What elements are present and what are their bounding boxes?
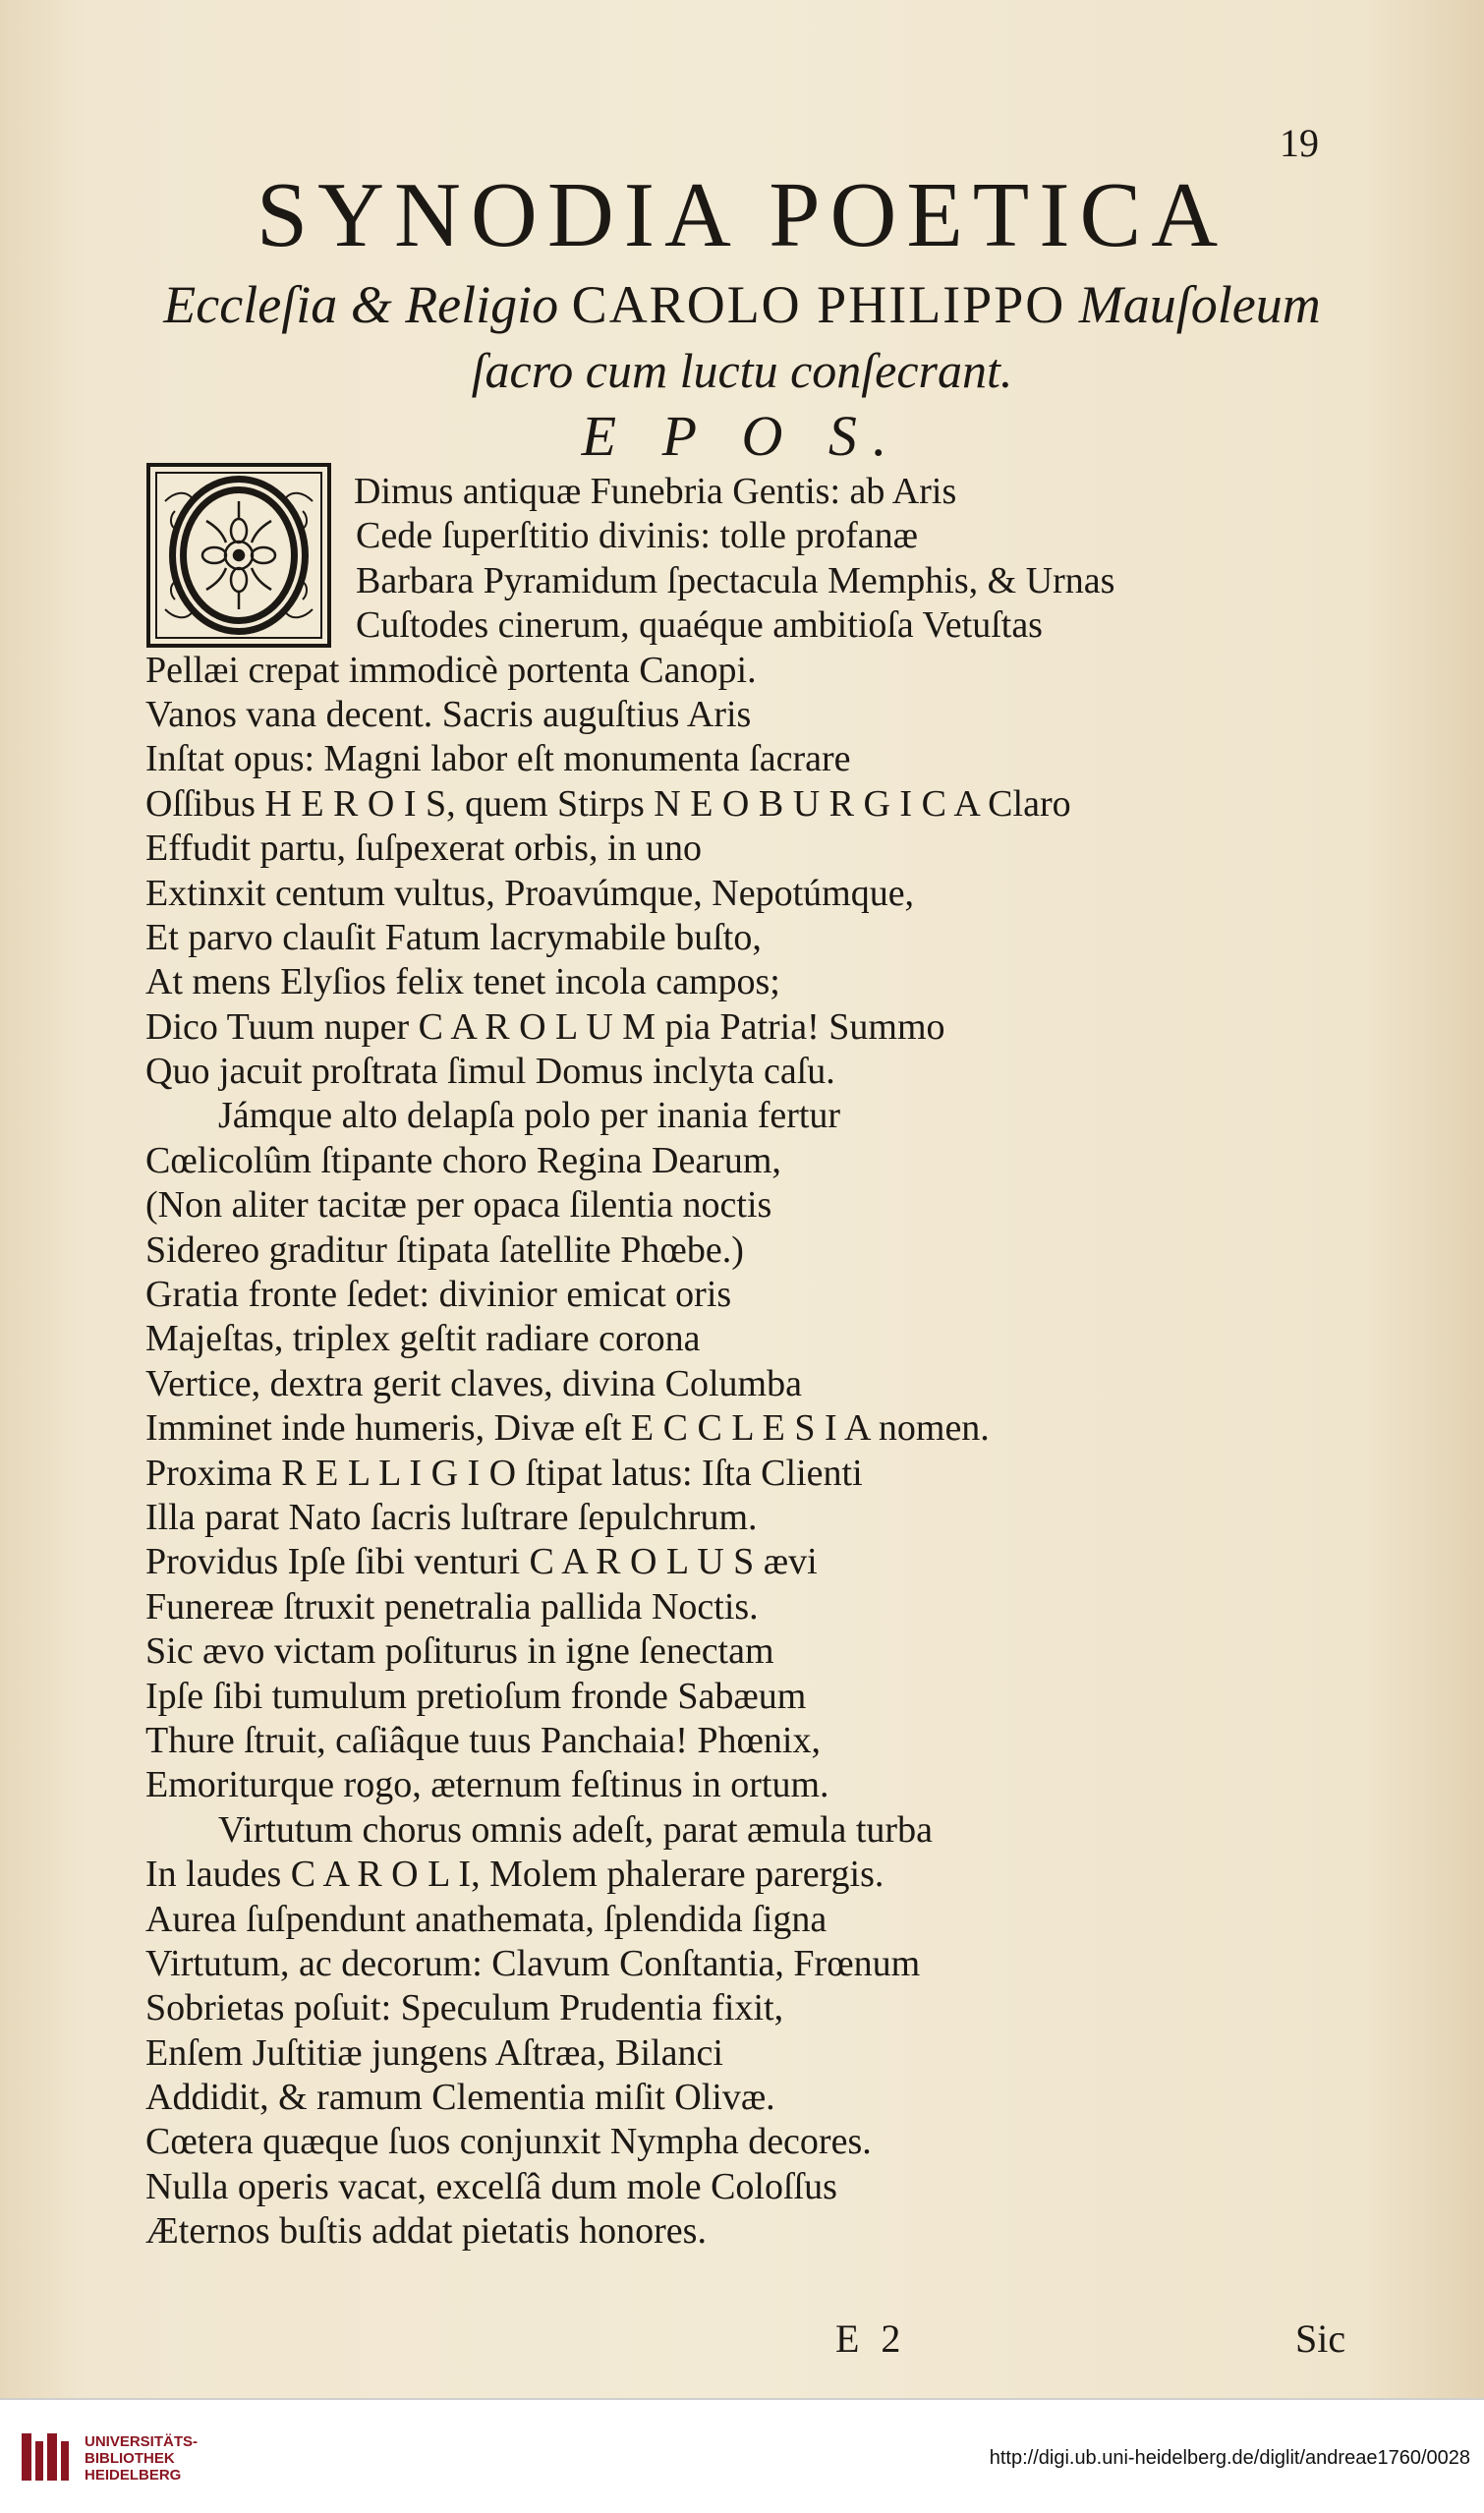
verse-line: Dico Tuum nuper C A R O L U M pia Patria! Summo (145, 1005, 945, 1048)
verse-line: Virtutum chorus omnis adeſt, parat æmula turba (218, 1808, 933, 1851)
verse-line: Aurea ſuſpendunt anathemata, ſplendida ſigna (145, 1898, 828, 1940)
verse-line: Dimus antiquæ Funebria Gentis: ab Aris (354, 471, 957, 512)
subtitle-line2: ſacro cum luctu conſecrant. (471, 343, 1013, 398)
verse-line: Nulla operis vacat, excelſâ dum mole Coloſſus (145, 2165, 837, 2207)
verse-line: Quo jacuit proſtrata ſimul Domus inclyta caſu. (145, 1051, 835, 1093)
verse-line: Vanos vana decent. Sacris auguſtius Aris (145, 693, 752, 735)
verse-line: Imminet inde humeris, Divæ eſt E C C L E S I A nomen. (145, 1407, 990, 1450)
verse-line: Jámque alto delapſa polo per inania fertur (218, 1095, 841, 1137)
subtitle-italic-right: Mauſoleum (1078, 275, 1321, 334)
verse-line: Providus Ipſe ſibi venturi C A R O L U S ævi (145, 1541, 818, 1583)
verse-line: Barbara Pyramidum ſpectacula Memphis, & Urnas (356, 559, 1115, 601)
verse-line: Cœlicolûm ſtipante choro Regina Dearum, (145, 1139, 781, 1181)
subtitle (0, 273, 1484, 336)
verse-line: Addidit, & ramum Clementia miſit Olivæ. (145, 2077, 775, 2119)
verse-line: Cede ſuperſtitio divinis: tolle profanæ (356, 515, 919, 557)
library-footer (0, 2398, 1484, 2513)
verse-line: Vertice, dextra gerit claves, divina Columba (145, 1362, 802, 1404)
verse-line: Majeſtas, triplex geſtit radiare corona (145, 1318, 701, 1360)
logo-line: HEIDELBERG (85, 2467, 182, 2484)
verse-line: In laudes C A R O L I, Molem phalerare parergis. (145, 1854, 885, 1896)
verse-line: Æternos buſtis addat pietatis honores. (145, 2210, 707, 2253)
verse-line: Enſem Juſtitiæ jungens Aſtræa, Bilanci (145, 2031, 723, 2074)
subtitle-italic-left: Eccleſia & Religio (163, 275, 559, 334)
verse-line: Oſſibus H E R O I S, quem Stirps N E O B U R G I C A Claro (145, 782, 1071, 825)
verse-line: Virtutum, ac decorum: Clavum Conſtantia, Frœnum (145, 1942, 921, 1984)
logo-line: UNIVERSITÄTS- (85, 2433, 199, 2450)
verse-line: Ipſe ſibi tumulum pretioſum fronde Sabæum (145, 1675, 807, 1717)
verse-line: Funereæ ſtruxit penetralia pallida Noctis. (145, 1585, 759, 1628)
verse-line: Proxima R E L L I G I O ſtipat latus: Iſta Clienti (145, 1452, 863, 1494)
verse-line: Sidereo graditur ſtipata ſatellite Phœbe.) (145, 1228, 744, 1271)
verse-line: Inſtat opus: Magni labor eſt monumenta ſacrare (145, 738, 851, 780)
signature-mark: E 2 (835, 2316, 907, 2361)
verse-line: Effudit partu, ſuſpexerat orbis, in uno (145, 828, 703, 870)
verse-line: Illa parat Nato ſacris luſtrare ſepulchrum. (145, 1496, 758, 1538)
verse-line: Sobrietas poſuit: Speculum Prudentia fixit, (145, 1987, 784, 2029)
verse-line: Gratia fronte ſedet: divinior emicat oris (145, 1274, 732, 1316)
verse-line: Cœtera quæque ſuos conjunxit Nympha decores. (145, 2121, 872, 2163)
page-number: 19 (1280, 121, 1319, 165)
verse-line: Sic ævo victam poſiturus in igne ſenectam (145, 1630, 774, 1673)
verse-line: (Non aliter tacitæ per opaca ſilentia noctis (145, 1184, 772, 1227)
page-title: SYNODIA POETICA (256, 164, 1228, 266)
verse-line: Emoriturque rogo, æternum feſtinus in ortum. (145, 1764, 829, 1806)
library-logo-text (85, 2433, 198, 2484)
catchword: Sic (1295, 2316, 1346, 2361)
logo-line: BIBLIOTHEK (85, 2450, 175, 2467)
verse-line: Thure ſtruit, caſiâque tuus Panchaia! Phœnix, (145, 1719, 821, 1761)
university-library-logo-icon (18, 2427, 77, 2486)
verse-line: Extinxit centum vultus, Proavúmque, Nepotúmque, (145, 872, 915, 914)
verse-line: Cuſtodes cinerum, quaéque ambitioſa Vetuſtas (356, 604, 1043, 647)
source-url-link[interactable]: http://digi.ub.uni-heidelberg.de/diglit/andreae1760/0028 (989, 2447, 1470, 2469)
verse-line: Et parvo clauſit Fatum lacrymabile buſto, (145, 916, 762, 958)
verse-line: Pellæi crepat immodicè portenta Canopi. (145, 649, 757, 691)
section-heading: E P O S. (581, 404, 903, 468)
poem-text (145, 470, 1354, 2255)
verse-line: At mens Elyſios felix tenet incola campos; (145, 961, 780, 1003)
subtitle-caps: CAROLO PHILIPPO (571, 275, 1066, 334)
